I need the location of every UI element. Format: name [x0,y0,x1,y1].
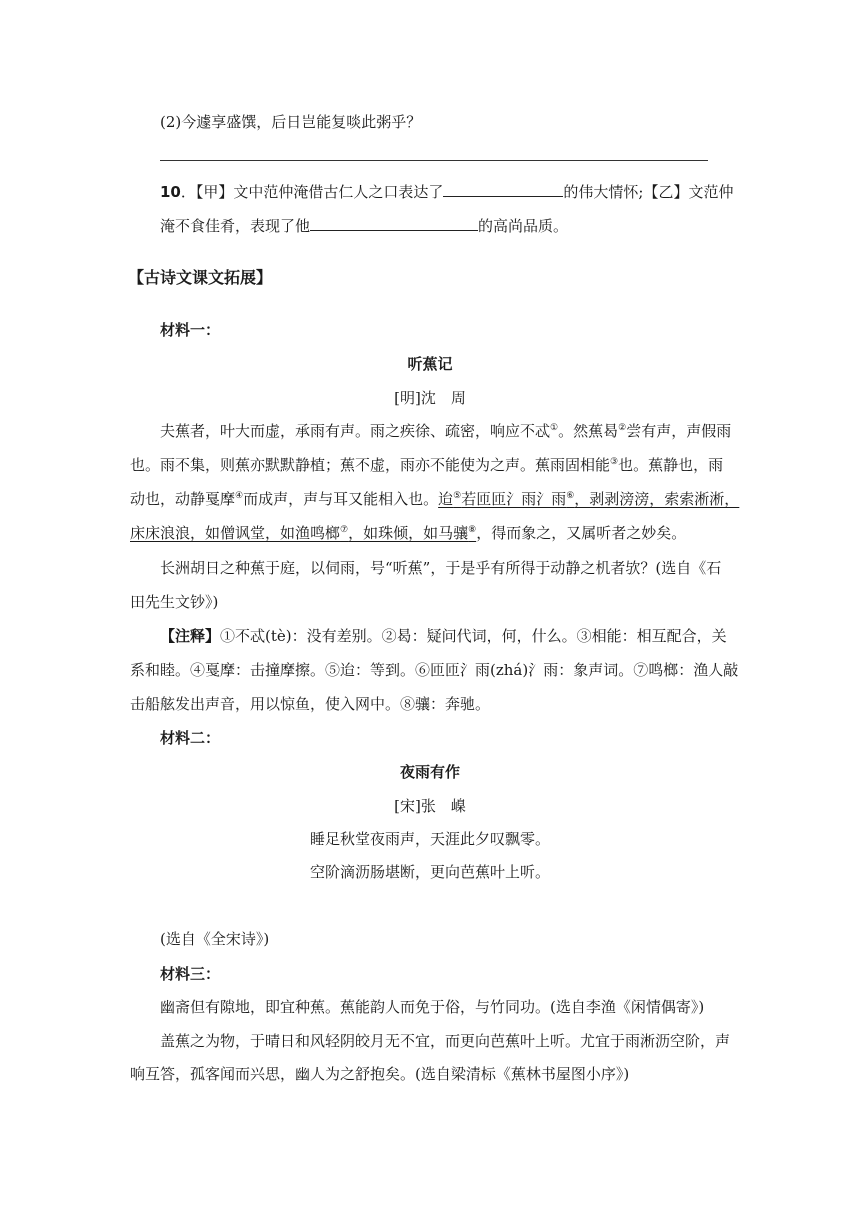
notes-line-3: 击船舷发出声音，用以惊鱼，使入网中。⑧骧：奔驰。 [130,695,491,713]
material-2-label: 材料二： [160,729,221,747]
question-10-text-a: ．【甲】文中范仲淹借古仁人之口表达了 [180,183,444,201]
material-1-label: 材料一： [160,321,221,339]
footnote-mark: ⑥ [566,491,575,501]
material-2-author: [宋]张 嵲 [394,797,466,815]
text-run: 迨 [438,490,454,508]
material-3-line-1: 幽斋但有隙地，即宜种蕉。蕉能韵人而免于俗，与竹同功。(选自李渔《闲情偶寄》) [160,998,705,1016]
text-run: ，得而象之，又属听者之妙矣。 [476,524,687,542]
answer-blank-1[interactable] [443,180,563,197]
text-run: 夫蕉者，叶大而虚，承雨有声。雨之疾徐、疏密，响应不忒 [160,422,551,440]
question-9-2: (2)今遽享盛馔，后日岂能复啖此粥乎？ [160,113,422,131]
material-1-line-3 [130,489,739,509]
material-1-line-1 [160,421,731,441]
question-10-text-c: 淹不食佳肴，表现了他 [160,217,311,235]
answer-blank-2[interactable] [310,214,478,231]
text-run: 动也，动静戛摩 [130,490,236,508]
footnote-mark: ⑦ [340,525,349,535]
footnote-mark: ⑧ [468,525,477,535]
text-run: 而成声，声与耳又能相入也。 [243,490,439,508]
material-1-line-5: 长洲胡日之种蕉于庭，以伺雨，号“听蕉”，于是乎有所得于动静之机者欤？(选自《石 [160,559,722,577]
text-run: 。然蕉曷 [558,422,619,440]
text-run: ，剥剥滂滂，索索淅淅， [574,490,740,508]
material-1-line-4 [130,523,686,543]
notes-line-1 [160,626,727,646]
footnote-mark: ④ [235,491,244,501]
footnote-mark: ⑤ [453,491,462,501]
question-10-text-b: 的伟大情怀;【乙】文范仲 [563,183,734,201]
material-1-line-6: 田先生文钞》) [130,593,219,611]
footnote-mark: ① [550,423,559,433]
material-1-title: 听蕉记 [407,355,453,373]
material-2-source: (选自《全宋诗》) [160,930,270,948]
answer-line[interactable] [160,160,708,161]
material-3-line-3: 响互答，孤客闻而兴思，幽人为之舒抱矣。(选自梁清标《蕉林书屋图小序》) [130,1065,630,1083]
notes-line-2: 系和睦。④戛摩：击撞摩擦。⑤迨：等到。⑥匝匝氵雨(zhá)氵雨：象声词。⑦鸣榔：渔人敲 [130,661,739,679]
underlined-sentence [130,524,476,542]
text-run: 尝有声，声假雨 [626,422,732,440]
footnote-mark: ② [618,423,627,433]
notes-label: 【注释】 [160,627,221,645]
text-run: 床床浪浪，如僧讽堂，如渔鸣榔 [130,524,341,542]
text-run: ①不忒(tè)：没有差别。②曷：疑问代词，何，什么。③相能：相互配合，关 [220,627,727,645]
poem-line-2: 空阶滴沥肠堪断，更向芭蕉叶上听。 [309,863,550,881]
question-number: 10 [160,183,181,201]
material-3-label: 材料三： [160,965,221,983]
material-1-author: [明]沈 周 [394,389,466,407]
text-run: ，如珠倾，如马骧 [348,524,469,542]
material-1-line-2 [130,455,723,475]
material-2-title: 夜雨有作 [399,763,460,781]
text-run: 也。蕉静也，雨 [618,456,724,474]
footnote-mark: ③ [610,457,619,467]
question-10-text-d: 的高尚品质。 [478,217,569,235]
underlined-sentence [438,490,739,508]
material-3-line-2: 盖蕉之为物，于晴日和风轻阴皎月无不宜，而更向芭蕉叶上听。尤宜于雨淅沥空阶，声 [160,1032,731,1050]
section-title: 【古诗文课文拓展】 [128,268,273,287]
question-10-line-1 [160,180,733,202]
text-run: 也。雨不集，则蕉亦默默静植；蕉不虚，雨亦不能使为之声。蕉雨固相能 [130,456,611,474]
text-run: 若匝匝氵雨氵雨 [461,490,567,508]
question-10-line-2 [160,214,568,236]
poem-line-1: 睡足秋堂夜雨声，天涯此夕叹飘零。 [309,830,550,848]
